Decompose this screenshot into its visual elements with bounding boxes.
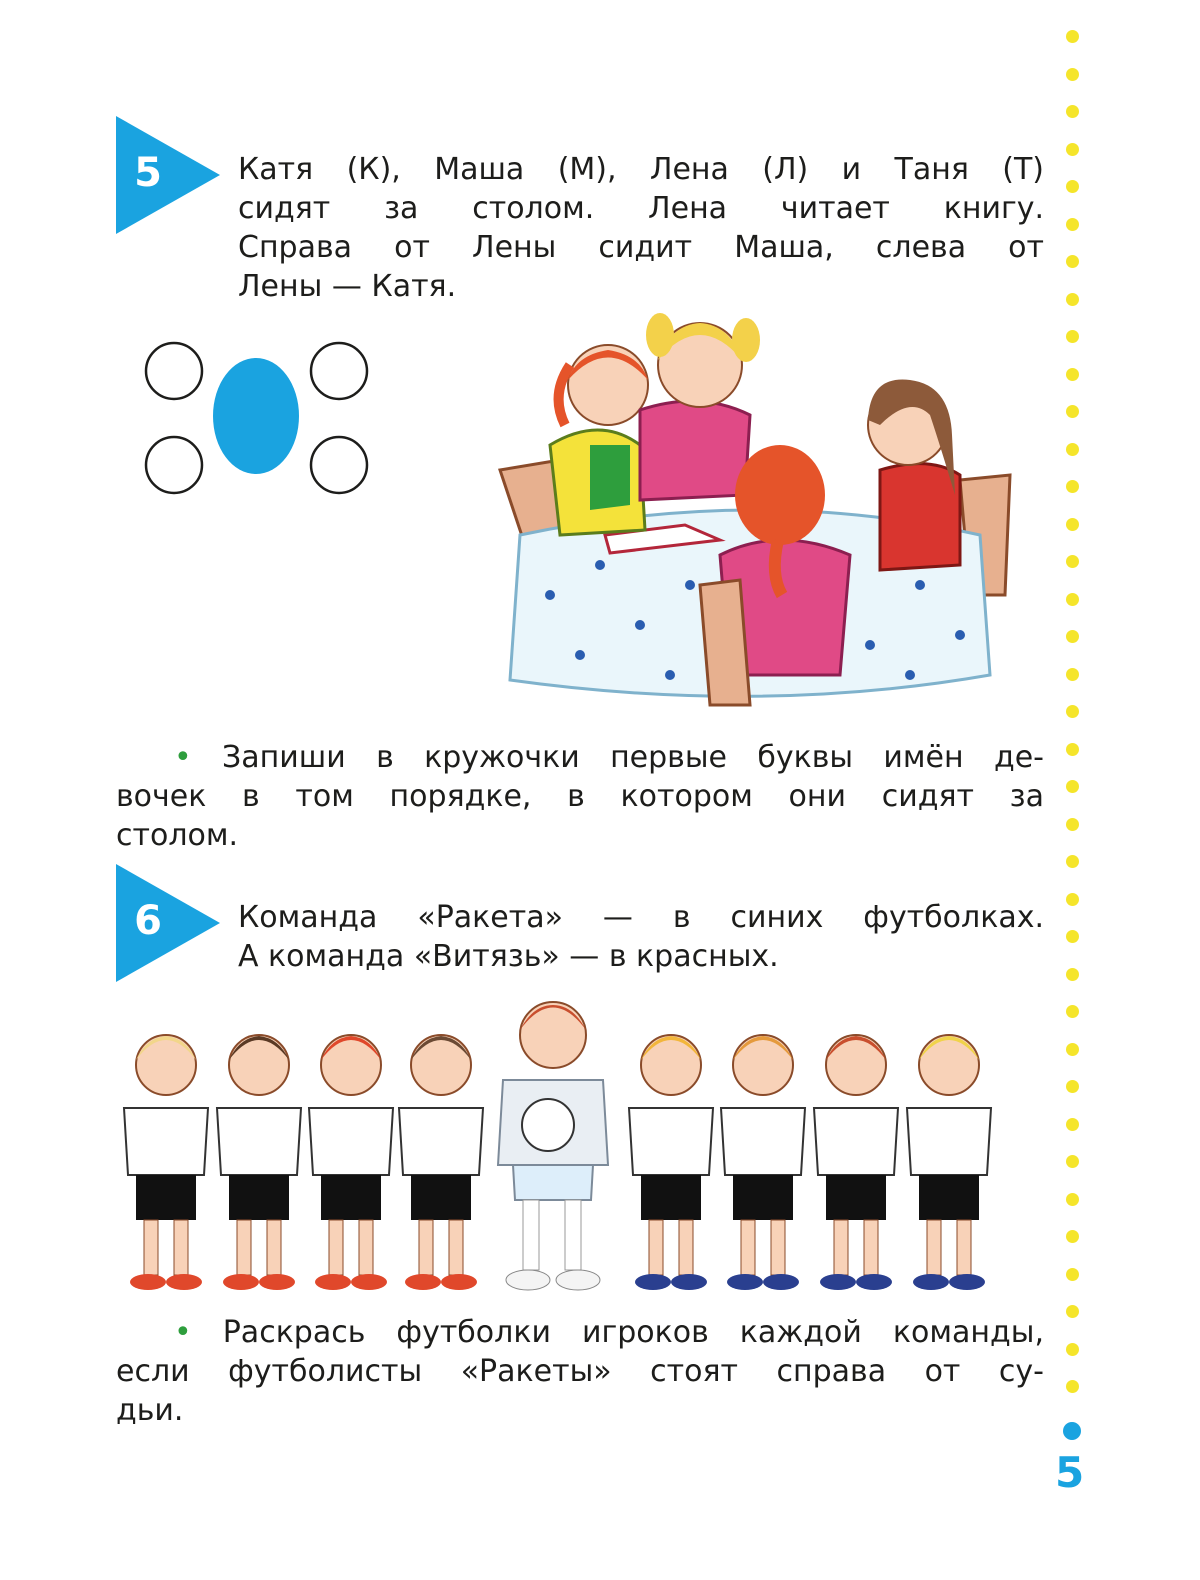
margin-dot: [1066, 105, 1079, 118]
margin-dot: [1066, 1305, 1079, 1318]
margin-dot: [1066, 668, 1079, 681]
task-5-instruction-line-1: Запиши в кружочки первые буквы имён де-: [222, 740, 1044, 775]
margin-dot: [1066, 255, 1079, 268]
margin-dot: [1066, 30, 1079, 43]
answer-circle-bottom-left: [146, 437, 202, 493]
margin-dot: [1066, 780, 1079, 793]
task-5-instruction-line-3: столом.: [116, 818, 239, 853]
margin-dot: [1066, 330, 1079, 343]
margin-dot: [1066, 1343, 1079, 1356]
margin-dot: [1066, 555, 1079, 568]
answer-circle-top-left: [146, 343, 202, 399]
task-5-instruction-line-2: вочек в том порядке, в котором они сидят за: [116, 779, 1044, 814]
margin-dot: [1066, 1380, 1079, 1393]
margin-dot: [1066, 855, 1079, 868]
seating-diagram: [140, 340, 380, 500]
task-5-line-4: Лены — Катя.: [238, 269, 457, 304]
task-6-instruction: [116, 1313, 1044, 1430]
margin-dot: [1066, 1230, 1079, 1243]
margin-dots: [1066, 30, 1080, 1410]
margin-dot: [1066, 968, 1079, 981]
page-number: 5: [1055, 1448, 1085, 1497]
margin-dot: [1066, 180, 1079, 193]
task-5-line-1: Катя (К), Маша (М), Лена (Л) и Таня (Т): [238, 152, 1044, 187]
task-5-text: [238, 150, 1044, 306]
margin-dot: [1066, 818, 1079, 831]
margin-dot: [1066, 218, 1079, 231]
margin-dot: [1066, 443, 1079, 456]
margin-dot: [1066, 1268, 1079, 1281]
margin-dot: [1066, 1080, 1079, 1093]
football-players-illustration: [116, 990, 1046, 1300]
margin-dot: [1066, 743, 1079, 756]
margin-dot: [1066, 1043, 1079, 1056]
margin-dot: [1066, 68, 1079, 81]
margin-dot: [1066, 518, 1079, 531]
task-6-instruction-line-2: если футболисты «Ракеты» стоят справа от су-: [116, 1354, 1044, 1389]
task-6-instruction-line-1: Раскрась футболки игроков каждой команды,: [222, 1315, 1044, 1350]
task-6-text: [238, 898, 1044, 976]
task-5-line-3: Справа от Лены сидит Маша, слева от: [238, 230, 1044, 265]
task-5-bullet: •: [174, 740, 192, 775]
margin-dot: [1066, 143, 1079, 156]
margin-dot: [1066, 1193, 1079, 1206]
page-number-dot: [1063, 1422, 1081, 1440]
margin-dot: [1066, 630, 1079, 643]
task-5-line-2: сидят за столом. Лена читает книгу.: [238, 191, 1044, 226]
margin-dot: [1066, 293, 1079, 306]
girls-at-table-illustration: [490, 295, 1030, 725]
margin-dot: [1066, 1005, 1079, 1018]
task-6-number: 6: [134, 898, 162, 944]
margin-dot: [1066, 705, 1079, 718]
margin-dot: [1066, 1155, 1079, 1168]
margin-dot: [1066, 405, 1079, 418]
margin-dot: [1066, 480, 1079, 493]
task-5-instruction: [116, 738, 1044, 855]
task-6-bullet: •: [174, 1315, 192, 1350]
margin-dot: [1066, 893, 1079, 906]
task-5-number: 5: [134, 150, 162, 196]
margin-dot: [1066, 368, 1079, 381]
table-ellipse: [213, 358, 299, 474]
margin-dot: [1066, 930, 1079, 943]
answer-circle-top-right: [311, 343, 367, 399]
answer-circle-bottom-right: [311, 437, 367, 493]
margin-dot: [1066, 593, 1079, 606]
task-6-instruction-line-3: дьи.: [116, 1393, 184, 1428]
task-6-line-1: Команда «Ракета» — в синих футболках.: [238, 900, 1044, 935]
task-6-line-2: А команда «Витязь» — в красных.: [238, 939, 779, 974]
margin-dot: [1066, 1118, 1079, 1131]
